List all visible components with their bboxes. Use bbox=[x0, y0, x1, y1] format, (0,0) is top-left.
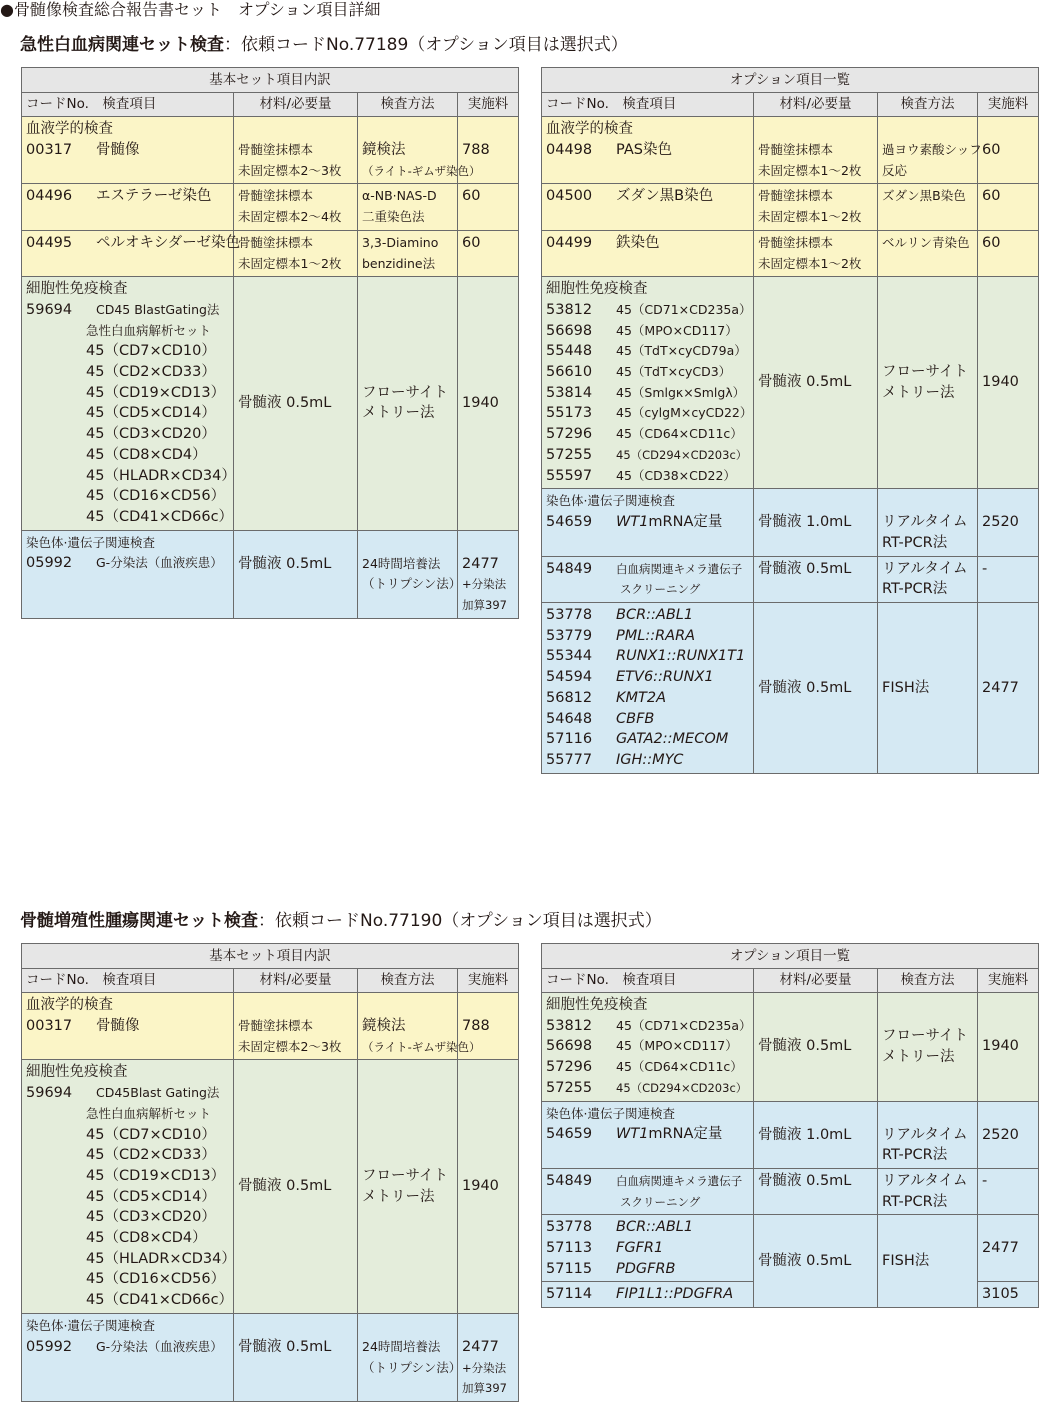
item-code: 57296 bbox=[546, 426, 593, 443]
method-line: benzidine法 bbox=[362, 255, 436, 271]
material-value: 骨髄液 0.5mL bbox=[234, 530, 358, 618]
item-name-line2: スクリーニング bbox=[620, 582, 701, 597]
item-code: 53812 bbox=[546, 1017, 593, 1034]
method-line: 24時間培養法 bbox=[362, 555, 441, 571]
item-code: 04498 bbox=[546, 141, 593, 158]
item-name: FIP1L1::PDGFRA bbox=[616, 1286, 734, 1303]
list-item: 45（HLADR×CD34） bbox=[86, 467, 236, 484]
item-code: 53778 bbox=[546, 607, 593, 624]
material-value: 骨髄液 0.5mL bbox=[754, 603, 878, 774]
method-line: フローサイト bbox=[362, 384, 448, 401]
list-item: 45（CD19×CD13） bbox=[86, 1167, 226, 1184]
item-name: 45（CD294×CD203c） bbox=[616, 1080, 748, 1095]
material-line: 未固定標本2～3枚 bbox=[238, 1038, 342, 1054]
item-name: mRNA定量 bbox=[648, 1126, 723, 1143]
list-item: 45（CD7×CD10） bbox=[86, 1126, 216, 1143]
item-code: 56698 bbox=[546, 1038, 593, 1055]
item-gene-name: WT1 bbox=[616, 513, 649, 530]
fee-note: 加算397 bbox=[462, 598, 507, 613]
material-value: 骨髄液 0.5mL bbox=[234, 1060, 358, 1313]
item-name: PML::RARA bbox=[616, 627, 696, 644]
method-line: （トリプシン法） bbox=[362, 1359, 462, 1375]
section-title-bold: 急性白血病関連セット検査 bbox=[20, 35, 224, 55]
item-code: 04500 bbox=[546, 188, 593, 205]
item-code: 54659 bbox=[546, 1126, 593, 1143]
fee-value: 788 bbox=[458, 993, 519, 1060]
table-row bbox=[542, 117, 1039, 184]
item-code: 55448 bbox=[546, 343, 593, 360]
header-code-item: コードNo. 検査項目 bbox=[542, 969, 754, 993]
method-line: フローサイト bbox=[882, 1028, 968, 1045]
table-header-row bbox=[22, 93, 519, 117]
method-line: メトリー法 bbox=[882, 1048, 955, 1065]
item-name: mRNA定量 bbox=[648, 513, 723, 530]
item-code: 57255 bbox=[546, 446, 593, 463]
list-item: 45（CD3×CD20） bbox=[86, 1209, 216, 1226]
material-line: 未固定標本1～2枚 bbox=[238, 255, 342, 271]
fee-value: 60 bbox=[978, 184, 1039, 230]
fee-value: 2520 bbox=[978, 489, 1039, 556]
header-method: 検査方法 bbox=[358, 969, 458, 993]
header-code-item: コードNo. 検査項目 bbox=[542, 93, 754, 117]
method-line: 過ヨウ素酸シッフ bbox=[882, 142, 982, 157]
method-line: リアルタイム bbox=[882, 560, 968, 577]
material-line: 未固定標本2～4枚 bbox=[238, 209, 342, 225]
item-name: 45（CD64×CD11c） bbox=[616, 1059, 743, 1075]
item-code: 59694 bbox=[26, 301, 73, 318]
fee-value: 1940 bbox=[978, 277, 1039, 489]
method-line: メトリー法 bbox=[362, 1188, 435, 1205]
material-value: 骨髄液 1.0mL bbox=[754, 489, 878, 556]
list-item: 45（CD5×CD14） bbox=[86, 405, 216, 422]
method-line: 24時間培養法 bbox=[362, 1338, 441, 1354]
item-code: 57113 bbox=[546, 1240, 593, 1257]
method-value: FISH法 bbox=[878, 603, 978, 774]
item-code: 56610 bbox=[546, 364, 593, 381]
item-code: 05992 bbox=[26, 1338, 73, 1355]
table-row bbox=[22, 277, 519, 530]
item-code: 57296 bbox=[546, 1059, 593, 1076]
list-item: 45（CD19×CD13） bbox=[86, 384, 226, 401]
item-subtitle: 急性白血病解析セット bbox=[86, 1105, 212, 1121]
table-row bbox=[22, 993, 519, 1060]
list-item: 45（CD16×CD56） bbox=[86, 488, 226, 505]
table-row bbox=[22, 1060, 519, 1313]
list-item: 45（CD5×CD14） bbox=[86, 1188, 216, 1205]
table-row bbox=[542, 277, 1039, 489]
item-name-line2: スクリーニング bbox=[620, 1194, 701, 1209]
fee-value: 1940 bbox=[458, 1060, 519, 1313]
method-line: フローサイト bbox=[882, 364, 968, 381]
item-name: 45（TdT×cyCD79a） bbox=[616, 343, 747, 359]
option-table-mpn bbox=[541, 943, 1039, 1308]
item-name: 45（CD64×CD11c） bbox=[616, 426, 743, 442]
fee-note: 加算397 bbox=[462, 1381, 507, 1396]
table-row bbox=[542, 603, 1039, 774]
header-fee: 実施料 bbox=[978, 969, 1039, 993]
method-line: RT-PCR法 bbox=[882, 581, 948, 598]
material-value: 骨髄液 0.5mL bbox=[754, 556, 878, 602]
item-code: 56698 bbox=[546, 322, 593, 339]
category-label: 染色体·遺伝子関連検査 bbox=[546, 493, 675, 509]
header-material: 材料/必要量 bbox=[234, 93, 358, 117]
list-item: 45（CD2×CD33） bbox=[86, 1147, 216, 1164]
item-code: 00317 bbox=[26, 1017, 73, 1034]
list-item: 45（HLADR×CD34） bbox=[86, 1250, 236, 1267]
category-label: 細胞性免疫検査 bbox=[546, 281, 648, 298]
table-row bbox=[22, 1313, 519, 1401]
table-header-row bbox=[542, 93, 1039, 117]
section-title-acute-leukemia bbox=[20, 34, 628, 56]
header-material: 材料/必要量 bbox=[754, 93, 878, 117]
item-name: BCR::ABL1 bbox=[616, 607, 694, 624]
category-label: 染色体·遺伝子関連検査 bbox=[26, 1317, 155, 1333]
category-label: 染色体·遺伝子関連検査 bbox=[26, 534, 155, 550]
table-header-row bbox=[22, 969, 519, 993]
item-code: 53814 bbox=[546, 384, 593, 401]
fee-value: 2520 bbox=[978, 1101, 1039, 1168]
item-name: KMT2A bbox=[616, 689, 667, 706]
item-name: PDGFRB bbox=[616, 1260, 676, 1277]
item-code: 54659 bbox=[546, 513, 593, 530]
method-value: ズダン黒B染色 bbox=[878, 184, 978, 230]
header-fee: 実施料 bbox=[458, 93, 519, 117]
item-name: FGFR1 bbox=[616, 1240, 664, 1257]
item-name: 骨髄像 bbox=[96, 141, 140, 158]
section-title-order-code: ：依頼コードNo.77190（オプション項目は選択式） bbox=[258, 911, 662, 931]
table-row bbox=[542, 1215, 1039, 1282]
material-value: 骨髄液 0.5mL bbox=[234, 277, 358, 530]
item-code: 53779 bbox=[546, 627, 593, 644]
table-row bbox=[22, 117, 519, 184]
item-name: RUNX1::RUNX1T1 bbox=[616, 648, 746, 665]
fee-note: +分染法 bbox=[462, 1360, 507, 1375]
category-label: 血液学的検査 bbox=[546, 121, 633, 137]
category-label: 細胞性免疫検査 bbox=[26, 1064, 128, 1081]
item-name: CD45 BlastGating法 bbox=[96, 301, 220, 317]
category-label: 染色体·遺伝子関連検査 bbox=[546, 1105, 675, 1121]
fee-value: 1940 bbox=[978, 993, 1039, 1102]
item-name: ペルオキシダーゼ染色 bbox=[96, 234, 240, 251]
fee-value: 60 bbox=[458, 184, 519, 230]
table-header-row bbox=[542, 969, 1039, 993]
basic-set-table-acute-leukemia bbox=[21, 67, 519, 619]
item-name: 45（MPO×CD117） bbox=[616, 1038, 738, 1054]
item-code: 04499 bbox=[546, 234, 593, 251]
item-code: 55777 bbox=[546, 751, 593, 768]
method-line: リアルタイム bbox=[882, 1172, 968, 1189]
item-name: ETV6::RUNX1 bbox=[616, 669, 714, 686]
fee-value: 60 bbox=[978, 117, 1039, 184]
item-name: G-分染法（血液疾患） bbox=[96, 1338, 223, 1354]
method-line: リアルタイム bbox=[882, 514, 968, 531]
header-fee: 実施料 bbox=[978, 93, 1039, 117]
item-name: GATA2::MECOM bbox=[616, 731, 729, 748]
list-item: 45（CD8×CD4） bbox=[86, 1230, 207, 1247]
table-row bbox=[22, 230, 519, 276]
item-name: 45（CD71×CD235a） bbox=[616, 301, 752, 317]
material-line: 骨髄塗抹標本 bbox=[758, 188, 834, 204]
material-value: 骨髄液 1.0mL bbox=[754, 1101, 878, 1168]
item-name: PAS染色 bbox=[616, 141, 672, 158]
section-title-order-code: ：依頼コードNo.77189（オプション項目は選択式） bbox=[224, 35, 628, 55]
method-line: RT-PCR法 bbox=[882, 1147, 948, 1164]
item-name: IGH::MYC bbox=[616, 751, 684, 768]
item-code: 56812 bbox=[546, 689, 593, 706]
material-line: 未固定標本1～2枚 bbox=[758, 209, 862, 225]
method-line: α-NB·NAS-D bbox=[362, 188, 437, 204]
header-method: 検査方法 bbox=[878, 969, 978, 993]
category-label: 血液学的検査 bbox=[26, 997, 113, 1013]
item-name: 白血病関連キメラ遺伝子 bbox=[616, 1173, 743, 1188]
item-name: 45（TdT×cyCD3） bbox=[616, 364, 732, 380]
method-line: 反応 bbox=[882, 162, 908, 178]
item-name: 45（CD38×CD22） bbox=[616, 467, 736, 483]
material-line: 骨髄塗抹標本 bbox=[238, 1018, 314, 1033]
list-item: 45（CD2×CD33） bbox=[86, 364, 216, 381]
item-code: 59694 bbox=[26, 1085, 73, 1102]
list-item: 45（CD16×CD56） bbox=[86, 1271, 226, 1288]
method-line: 鏡検法 bbox=[362, 142, 406, 158]
item-name: 白血病関連キメラ遺伝子 bbox=[616, 561, 743, 576]
table-row bbox=[542, 993, 1039, 1102]
material-line: 骨髄塗抹標本 bbox=[238, 142, 314, 157]
material-value: 骨髄液 0.5mL bbox=[754, 277, 878, 489]
method-line: （ライト-ギムザ染色） bbox=[362, 163, 481, 178]
method-line: RT-PCR法 bbox=[882, 534, 948, 551]
table-row bbox=[22, 530, 519, 618]
item-code: 55344 bbox=[546, 648, 593, 665]
item-code: 54594 bbox=[546, 669, 593, 686]
header-method: 検査方法 bbox=[878, 93, 978, 117]
header-method: 検査方法 bbox=[358, 93, 458, 117]
method-line: メトリー法 bbox=[362, 405, 435, 422]
header-code-item: コードNo. 検査項目 bbox=[22, 969, 234, 993]
section-title-mpn bbox=[20, 910, 662, 932]
list-item: 45（CD7×CD10） bbox=[86, 343, 216, 360]
list-item: 45（CD8×CD4） bbox=[86, 446, 207, 463]
item-code: 53812 bbox=[546, 301, 593, 318]
material-value: 骨髄液 0.5mL bbox=[754, 1215, 878, 1308]
item-code: 55173 bbox=[546, 405, 593, 422]
header-material: 材料/必要量 bbox=[234, 969, 358, 993]
item-code: 54648 bbox=[546, 710, 593, 727]
option-table-acute-leukemia bbox=[541, 67, 1039, 774]
method-line: RT-PCR法 bbox=[882, 1193, 948, 1210]
table-row bbox=[22, 184, 519, 230]
method-line: （トリプシン法） bbox=[362, 576, 462, 592]
fee-value: - bbox=[978, 1168, 1039, 1214]
item-name: 45（CD294×CD203c） bbox=[616, 447, 748, 462]
fee-value: 3105 bbox=[978, 1282, 1039, 1308]
fee-value: 788 bbox=[458, 117, 519, 184]
item-name: CD45Blast Gating法 bbox=[96, 1085, 220, 1101]
item-name: CBFB bbox=[616, 710, 655, 727]
category-label: 血液学的検査 bbox=[26, 121, 113, 137]
fee-value: 60 bbox=[458, 230, 519, 276]
item-code: 55597 bbox=[546, 467, 593, 484]
method-value: FISH法 bbox=[878, 1215, 978, 1308]
method-line: 鏡検法 bbox=[362, 1018, 406, 1034]
table-row bbox=[542, 230, 1039, 276]
table-caption: オプション項目一覧 bbox=[542, 944, 1039, 969]
list-item: 45（CD41×CD66c） bbox=[86, 508, 234, 525]
fee-value: 2477 bbox=[462, 1338, 499, 1355]
material-value: 骨髄液 0.5mL bbox=[234, 1313, 358, 1401]
item-code: 04496 bbox=[26, 188, 73, 205]
fee-value: 2477 bbox=[978, 603, 1039, 774]
table-row bbox=[542, 1101, 1039, 1168]
material-line: 骨髄塗抹標本 bbox=[758, 142, 834, 157]
item-name: 鉄染色 bbox=[616, 234, 660, 251]
method-line: 3,3-Diamino bbox=[362, 234, 439, 250]
item-code: 53778 bbox=[546, 1219, 593, 1236]
header-code-item: コードNo. 検査項目 bbox=[22, 93, 234, 117]
fee-value: 2477 bbox=[978, 1215, 1039, 1282]
category-label: 細胞性免疫検査 bbox=[26, 281, 128, 298]
item-code: 57255 bbox=[546, 1079, 593, 1096]
item-code: 04495 bbox=[26, 234, 73, 251]
method-line: リアルタイム bbox=[882, 1126, 968, 1143]
material-line: 骨髄塗抹標本 bbox=[238, 234, 314, 250]
item-code: 57114 bbox=[546, 1286, 593, 1303]
item-name: BCR::ABL1 bbox=[616, 1219, 694, 1236]
material-line: 未固定標本1～2枚 bbox=[758, 255, 862, 271]
header-fee: 実施料 bbox=[458, 969, 519, 993]
method-line: フローサイト bbox=[362, 1167, 448, 1184]
table-row bbox=[542, 1168, 1039, 1214]
item-code: 57115 bbox=[546, 1260, 593, 1277]
item-code: 00317 bbox=[26, 141, 73, 158]
fee-note: +分染法 bbox=[462, 577, 507, 592]
table-caption: 基本セット項目内訳 bbox=[22, 944, 519, 969]
item-name: 45（cylgM×cyCD22） bbox=[616, 405, 753, 421]
category-label: 細胞性免疫検査 bbox=[546, 997, 648, 1013]
page-title: ●骨髄像検査総合報告書セット オプション項目詳細 bbox=[0, 0, 381, 19]
basic-set-table-mpn bbox=[21, 943, 519, 1402]
table-row bbox=[542, 489, 1039, 556]
fee-value: 1940 bbox=[458, 277, 519, 530]
item-code: 05992 bbox=[26, 555, 73, 572]
material-line: 未固定標本1～2枚 bbox=[758, 162, 862, 178]
table-caption: オプション項目一覧 bbox=[542, 68, 1039, 93]
material-line: 骨髄塗抹標本 bbox=[238, 188, 314, 204]
section-title-bold: 骨髄増殖性腫瘍関連セット検査 bbox=[20, 911, 258, 931]
item-name: 45（Smlgκ×Smlgλ） bbox=[616, 384, 746, 400]
list-item: 45（CD3×CD20） bbox=[86, 426, 216, 443]
fee-value: 60 bbox=[978, 230, 1039, 276]
item-name: 骨髄像 bbox=[96, 1017, 140, 1034]
fee-value: 2477 bbox=[462, 555, 499, 572]
list-item: 45（CD41×CD66c） bbox=[86, 1292, 234, 1309]
material-line: 未固定標本2～3枚 bbox=[238, 162, 342, 178]
material-value: 骨髄液 0.5mL bbox=[754, 993, 878, 1102]
item-code: 54849 bbox=[546, 1172, 593, 1189]
item-name: 45（MPO×CD117） bbox=[616, 322, 738, 338]
item-name: 45（CD71×CD235a） bbox=[616, 1017, 752, 1033]
table-caption: 基本セット項目内訳 bbox=[22, 68, 519, 93]
method-value: ベルリン青染色 bbox=[878, 230, 978, 276]
item-code: 54849 bbox=[546, 560, 593, 577]
method-line: メトリー法 bbox=[882, 384, 955, 401]
item-subtitle: 急性白血病解析セット bbox=[86, 322, 212, 338]
material-line: 骨髄塗抹標本 bbox=[758, 234, 834, 250]
method-line: （ライト-ギムザ染色） bbox=[362, 1039, 481, 1054]
item-gene-name: WT1 bbox=[616, 1126, 649, 1143]
method-line: 二重染色法 bbox=[362, 209, 425, 225]
fee-value: - bbox=[978, 556, 1039, 602]
item-name: G-分染法（血液疾患） bbox=[96, 555, 223, 571]
table-row bbox=[542, 184, 1039, 230]
header-material: 材料/必要量 bbox=[754, 969, 878, 993]
material-value: 骨髄液 0.5mL bbox=[754, 1168, 878, 1214]
item-name: ズダン黒B染色 bbox=[616, 188, 714, 205]
table-row bbox=[542, 556, 1039, 602]
item-name: エステラーゼ染色 bbox=[96, 188, 212, 205]
item-code: 57116 bbox=[546, 731, 593, 748]
